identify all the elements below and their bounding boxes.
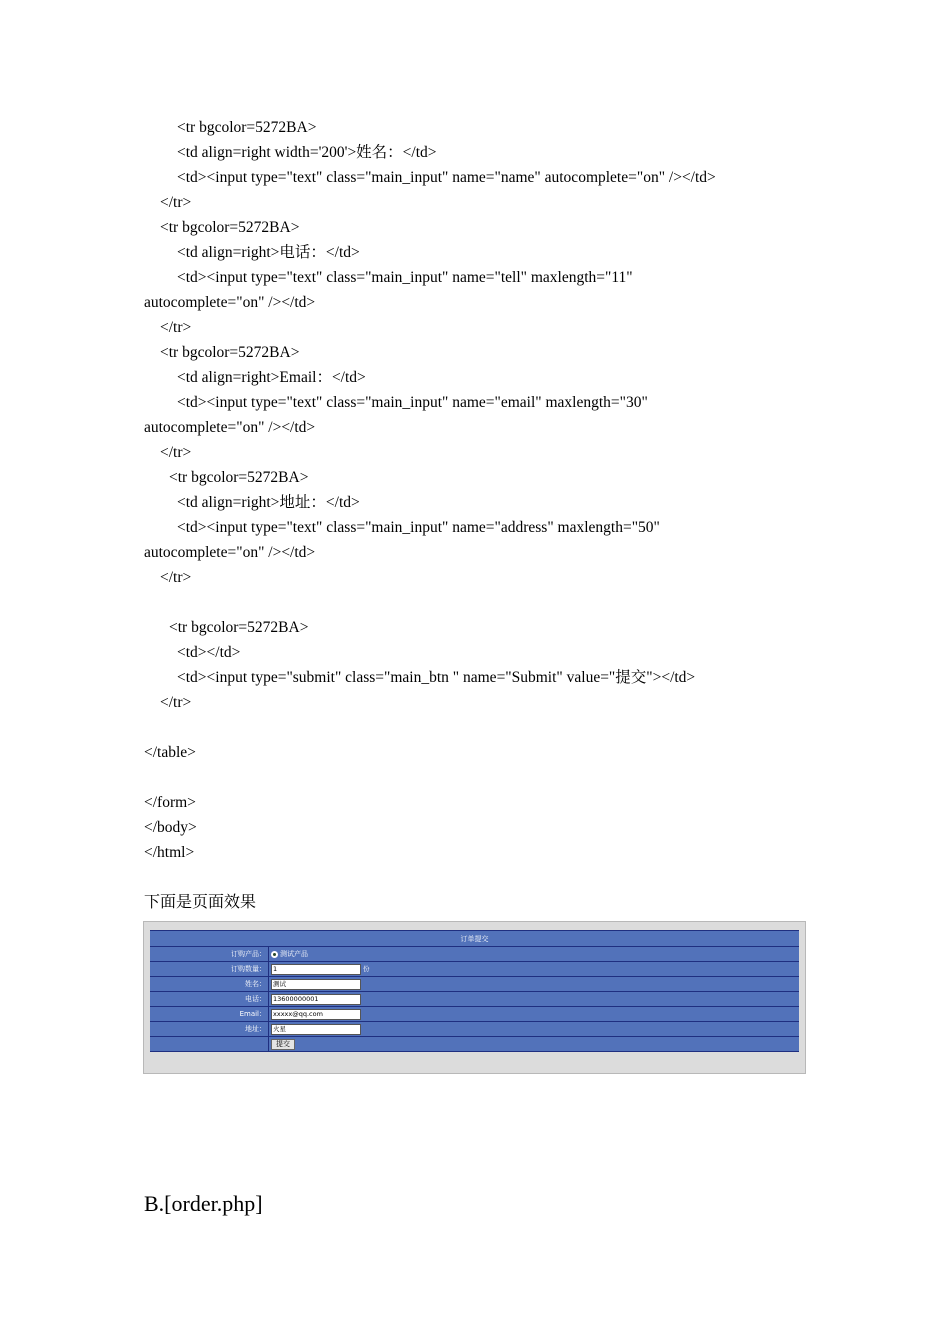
- code-line: </tr>: [160, 569, 192, 586]
- submit-button[interactable]: 提交: [271, 1039, 295, 1050]
- table-row: [150, 1007, 799, 1021]
- code-line: </tr>: [160, 319, 192, 336]
- product-cell: [269, 947, 799, 961]
- code-line: <tr bgcolor=5272BA>: [177, 119, 317, 136]
- phone-input[interactable]: 13600000001: [271, 994, 361, 1005]
- name-input[interactable]: 测试: [271, 979, 361, 990]
- table-row: [150, 931, 799, 946]
- address-input[interactable]: 火星: [271, 1024, 361, 1035]
- table-row: [150, 962, 799, 976]
- code-line: <td></td>: [177, 644, 241, 661]
- product-label: 订购产品：: [150, 947, 269, 961]
- section-heading: B.[order.php]: [144, 1191, 263, 1216]
- code-line: <td align=right width='200'>姓名：</td>: [177, 144, 437, 161]
- code-line: </tr>: [160, 444, 192, 461]
- code-line: <td><input type="submit" class="main_btn " name="Submit" value="提交"></td>: [177, 669, 696, 686]
- code-line: <tr bgcolor=5272BA>: [169, 469, 309, 486]
- code-line: <td><input type="text" class="main_input" name="name" autocomplete="on" /></td>: [177, 169, 716, 186]
- table-row: [150, 1022, 799, 1036]
- address-cell: [269, 1022, 799, 1036]
- email-cell: [269, 1007, 799, 1021]
- code-line: <tr bgcolor=5272BA>: [169, 619, 309, 636]
- code-line: </form>: [144, 794, 196, 811]
- phone-cell: [269, 992, 799, 1006]
- table-row: [150, 947, 799, 961]
- table-row: [150, 977, 799, 991]
- empty-label-cell: [150, 1037, 269, 1051]
- quantity-input[interactable]: 1: [271, 964, 361, 975]
- table-row: [150, 1037, 799, 1051]
- code-line: autocomplete="on" /></td>: [144, 544, 316, 561]
- code-line: </table>: [144, 744, 196, 761]
- code-line: <td><input type="text" class="main_input" name="address" maxlength="50": [177, 519, 660, 536]
- code-line: <td><input type="text" class="main_input" name="tell" maxlength="11": [177, 269, 633, 286]
- code-line: autocomplete="on" /></td>: [144, 419, 316, 436]
- code-line: </tr>: [160, 194, 192, 211]
- product-radio[interactable]: [271, 951, 278, 958]
- product-option-label: 测试产品: [280, 950, 308, 958]
- code-line: <td><input type="text" class="main_input" name="email" maxlength="30": [177, 394, 648, 411]
- code-line: <tr bgcolor=5272BA>: [160, 344, 300, 361]
- quantity-label: 订购数量：: [150, 962, 269, 976]
- quantity-cell: [269, 962, 799, 976]
- code-line: </html>: [144, 844, 195, 861]
- code-line: <td align=right>电话：</td>: [177, 244, 360, 261]
- page-preview-screenshot: [143, 921, 806, 1074]
- code-line: <tr bgcolor=5272BA>: [160, 219, 300, 236]
- code-line: <td align=right>Email：</td>: [177, 369, 366, 386]
- email-label: Email：: [150, 1007, 269, 1021]
- preview-caption: 下面是页面效果: [144, 894, 257, 911]
- address-label: 地址：: [150, 1022, 269, 1036]
- code-line: </body>: [144, 819, 197, 836]
- name-cell: [269, 977, 799, 991]
- name-label: 姓名：: [150, 977, 269, 991]
- submit-cell: [269, 1037, 799, 1051]
- form-title: 订单提交: [150, 931, 799, 946]
- code-line: autocomplete="on" /></td>: [144, 294, 316, 311]
- phone-label: 电话：: [150, 992, 269, 1006]
- table-row: [150, 992, 799, 1006]
- code-line: </tr>: [160, 694, 192, 711]
- code-line: <td align=right>地址：</td>: [177, 494, 360, 511]
- quantity-unit: 份: [363, 965, 370, 973]
- order-form-table: [150, 930, 799, 1052]
- email-input[interactable]: xxxxx@qq.com: [271, 1009, 361, 1020]
